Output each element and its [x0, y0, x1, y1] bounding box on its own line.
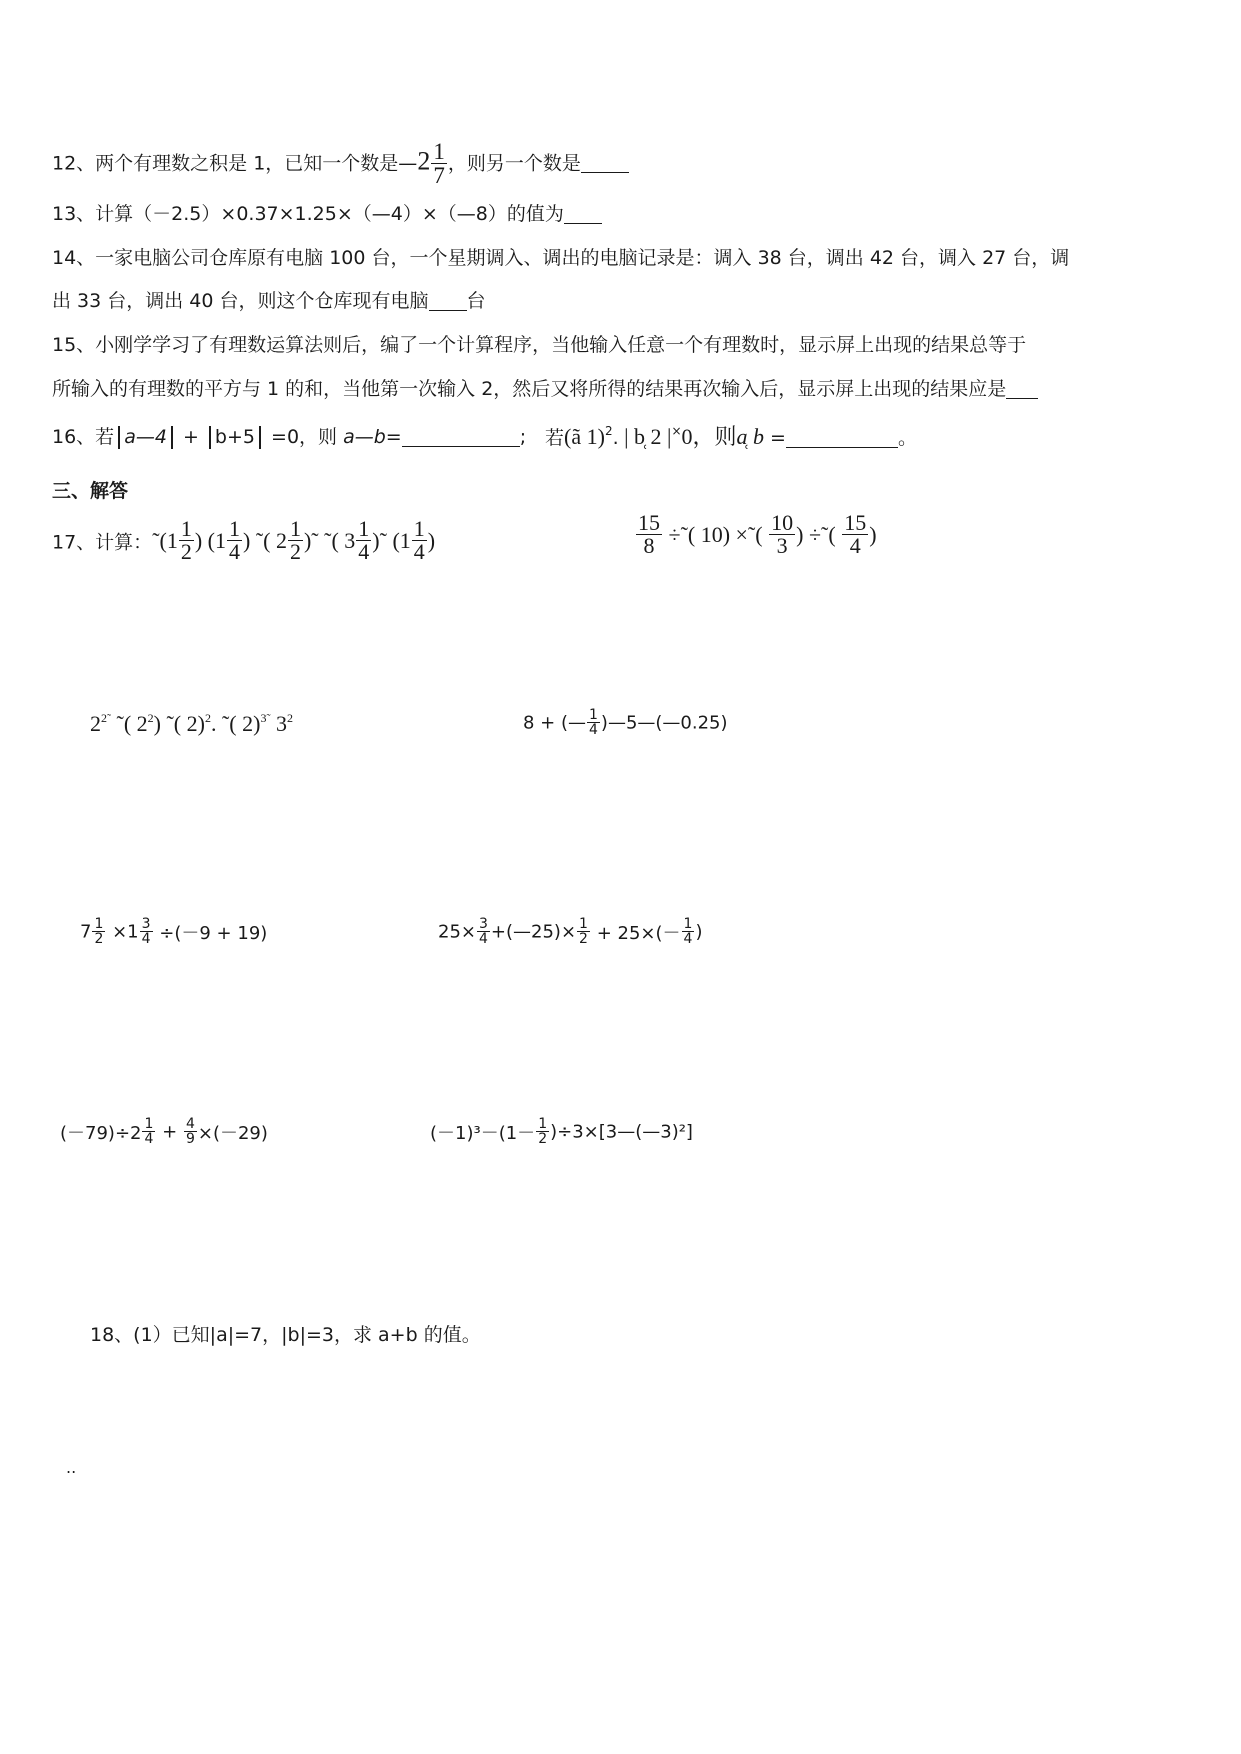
abs-bar	[118, 426, 120, 449]
q16-ruo: 若	[545, 427, 565, 449]
e2-num-2: 10	[771, 510, 794, 535]
section-3-title: 三、解答	[52, 480, 129, 502]
q16-p4: a̜ b	[736, 424, 765, 449]
q16-p1: (ã 1)	[564, 424, 605, 449]
q16-p2: | b̜ 2 |	[618, 424, 672, 449]
e1-fraction-9	[412, 518, 427, 564]
e1-text-8: )˜ (	[372, 527, 400, 553]
e8-num: 1	[538, 1116, 548, 1132]
e5-mid: ×1	[106, 921, 139, 943]
q17-expr-8	[430, 1117, 693, 1147]
e2-text-1: ÷˜( 10) ×˜(	[663, 521, 769, 547]
q12-answer-blank	[581, 152, 629, 173]
e3-a-sup: 2˜	[101, 711, 111, 725]
e7-den-1: 4	[144, 1131, 154, 1148]
e7-num-1: 1	[144, 1116, 154, 1132]
q17-expr-1	[152, 516, 436, 565]
e1-den-5: 2	[289, 539, 301, 565]
question-17-row-1	[52, 518, 435, 564]
e1-num-9: 1	[413, 516, 425, 541]
e2-fraction-0	[636, 512, 662, 558]
e1-whole-5: 2	[275, 527, 287, 553]
e2-fraction-4	[842, 512, 868, 558]
e1-num-1: 1	[180, 516, 192, 541]
e2-fraction-2	[769, 512, 795, 558]
q15-line2-text: 所输入的有理数的平方与 1 的和，当他第一次输入 2，然后又将所得的结果再次输入后，显示屏上出现的结果应是	[52, 378, 1007, 400]
question-13	[52, 199, 602, 226]
e7-fraction-2	[184, 1117, 197, 1147]
e8-den: 2	[538, 1131, 548, 1148]
question-17-expr-2	[635, 512, 877, 558]
e6-num-1: 3	[479, 916, 488, 932]
e6-mid-2: + 25×(－	[590, 922, 681, 944]
question-14-line-2	[52, 286, 486, 313]
abs-bar	[209, 426, 211, 449]
e6-fraction-2	[577, 917, 590, 947]
e7-pre: (－79)÷2	[60, 1122, 142, 1144]
q16-p5: =	[764, 427, 786, 449]
e3-a: 2	[90, 711, 101, 736]
q12-whole: 2	[417, 146, 431, 176]
q16-answer-blank-2	[786, 427, 898, 448]
e1-text-4: ) ˜(	[243, 527, 276, 553]
e1-num-5: 1	[289, 516, 301, 541]
e1-den-9: 4	[413, 539, 425, 565]
e2-den-2: 3	[776, 533, 788, 559]
e5-whole: 7	[80, 921, 92, 943]
q16-answer-blank-1	[402, 426, 520, 447]
e2-text-3: ) ÷˜(	[796, 521, 842, 547]
q16-semi: ;	[519, 426, 527, 448]
e1-den-3: 4	[229, 539, 240, 565]
q13-answer-blank	[564, 203, 602, 224]
e3-b-sup: 2	[147, 711, 154, 725]
e5-fraction-2	[140, 917, 153, 947]
e1-text-10: )	[427, 527, 436, 553]
e2-text-5: )	[869, 521, 877, 547]
e6-den-1: 4	[479, 931, 488, 948]
e1-fraction-5	[288, 518, 303, 564]
e1-fraction-7	[356, 518, 371, 564]
q16-amb: a—b=	[337, 426, 402, 448]
q17-label: 17、计算：	[52, 531, 153, 554]
e8-post: )÷3×[3—(—3)²]	[550, 1121, 693, 1143]
q16-prefix: 16、若	[52, 426, 115, 448]
e6-post: )	[695, 921, 703, 943]
e4-pre: 8 + (—	[523, 712, 586, 734]
e1-text-0: ˜(	[152, 527, 167, 553]
abs-bar	[171, 426, 173, 449]
e5-num-1: 1	[94, 916, 104, 932]
e3-c: ) ˜( 2)	[153, 711, 205, 736]
question-18: 18、(1）已知|a|=7，|b|=3，求 a+b 的值。	[90, 1324, 481, 1346]
e1-fraction-3	[227, 518, 242, 564]
e4-fraction	[587, 708, 600, 738]
q17-expr-4	[523, 708, 728, 738]
e4-den: 4	[589, 722, 598, 739]
e2-num-4: 15	[844, 510, 867, 535]
e7-den-2: 9	[185, 1131, 195, 1148]
q16-eq0: =0，则	[265, 426, 338, 448]
e1-text-6: )˜ ˜(	[303, 527, 345, 553]
q16-p1-dot: .	[612, 427, 619, 449]
e2-num-0: 15	[638, 510, 660, 535]
e7-post: ×(－29)	[197, 1122, 268, 1144]
e6-num-2: 1	[579, 916, 588, 932]
e5-post: ÷(－9 + 19)	[153, 922, 268, 944]
e2-den-0: 8	[643, 533, 655, 559]
e6-fraction-3	[682, 917, 695, 947]
e1-num-7: 1	[358, 516, 370, 541]
q16-end: 。	[897, 427, 917, 449]
q17-expr-7	[60, 1117, 268, 1147]
e8-pre: (－1)³－(1－	[430, 1122, 536, 1144]
e5-num-2: 3	[141, 916, 151, 932]
q17-expr-2-content	[635, 510, 877, 559]
e2-den-4: 4	[849, 533, 861, 559]
q17-expr-5	[80, 917, 267, 947]
question-15-line-1: 15、小刚学学习了有理数运算法则后，编了一个计算程序，当他输入任意一个有理数时，显示屏上出现的结果总等于	[52, 334, 1027, 356]
q17-expr-6	[438, 917, 702, 947]
e1-text-2: ) (	[194, 527, 215, 553]
question-12	[52, 140, 629, 188]
q12-text: 12、两个有理数之积是 1，已知一个数是—	[52, 152, 418, 175]
q14-answer-blank	[429, 290, 467, 311]
e6-pre: 25×	[438, 921, 476, 943]
q12-den: 7	[433, 163, 445, 189]
e6-den-2: 2	[579, 931, 588, 948]
q15-answer-blank	[1006, 378, 1038, 399]
e3-e-sup: 2	[286, 711, 293, 725]
q13-text: 13、计算（－2.5）×0.37×1.25×（—4）×（—8）的值为	[52, 203, 564, 225]
e1-whole-3: 1	[215, 527, 226, 553]
q12-fraction	[431, 140, 447, 188]
e7-mid: +	[156, 1121, 183, 1143]
e3-e: 3	[270, 711, 287, 736]
q16-b5: b+5	[214, 426, 255, 448]
e3-c-dot: .	[210, 711, 217, 736]
q16-plus: +	[176, 426, 205, 448]
e5-den-2: 4	[141, 931, 151, 948]
e1-den-7: 4	[358, 539, 370, 565]
q14-tail: 台	[466, 290, 486, 312]
question-16	[52, 422, 526, 449]
q16-p2-sup: ×	[671, 424, 682, 438]
e1-whole-9: 1	[399, 527, 411, 553]
q14-line2-text: 出 33 台，调出 40 台，则这个仓库现有电脑	[52, 290, 429, 312]
e6-num-3: 1	[683, 916, 693, 932]
e1-fraction-1	[179, 518, 194, 564]
q17-expr-3	[90, 711, 293, 737]
e7-num-2: 4	[185, 1116, 195, 1132]
e3-d: ˜( 2)	[216, 711, 261, 736]
e1-whole-1: 1	[166, 527, 178, 553]
q12-num: 1	[433, 139, 445, 164]
e1-num-3: 1	[229, 516, 240, 541]
q16-p1-sup: 2	[604, 424, 613, 438]
e6-fraction-1	[477, 917, 490, 947]
q12-tail: ，则另一个数是	[447, 152, 581, 175]
footer-mark: ..	[66, 1458, 77, 1477]
e4-num: 1	[589, 707, 598, 723]
e1-den-1: 2	[180, 539, 192, 565]
e6-mid-1: +(—25)×	[490, 921, 577, 943]
e3-b: ˜( 2	[111, 711, 148, 736]
e1-whole-7: 3	[344, 527, 356, 553]
e3-d-sup: 3˜	[260, 711, 271, 725]
question-16-part-2	[545, 420, 917, 451]
e5-den-1: 2	[94, 931, 104, 948]
e7-fraction-1	[142, 1117, 155, 1147]
e6-den-3: 4	[683, 931, 693, 948]
question-15-line-2	[52, 374, 1038, 401]
e8-fraction	[536, 1117, 549, 1147]
e3-c-sup: 2	[204, 711, 211, 725]
e5-fraction-1	[92, 917, 105, 947]
q16-a4: a—4	[124, 426, 167, 448]
q16-p3: 0，则	[681, 424, 737, 449]
abs-bar	[259, 426, 261, 449]
question-14-line-1: 14、一家电脑公司仓库原有电脑 100 台，一个星期调入、调出的电脑记录是：调入 38 台，调出 42 台，调入 27 台，调	[52, 247, 1070, 269]
e4-post: )—5—(—0.25)	[600, 712, 728, 734]
